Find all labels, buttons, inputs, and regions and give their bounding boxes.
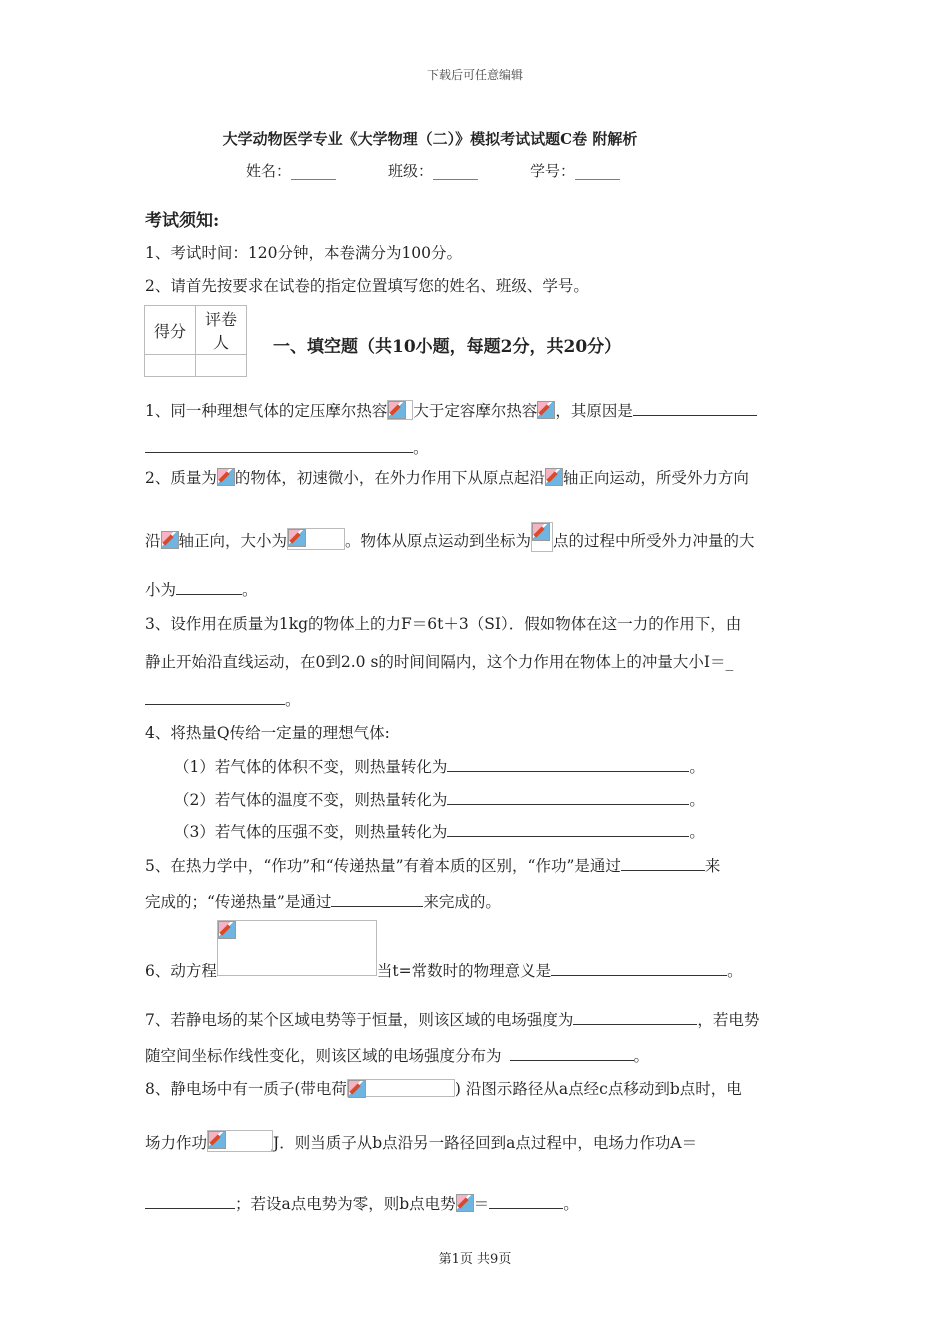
question-8-line-2	[145, 1130, 697, 1153]
q2-text-e: 轴正向，大小为	[178, 532, 288, 550]
answer-blank	[447, 756, 689, 773]
answer-blank	[447, 789, 689, 806]
q5-text-c: 完成的；“传递热量”是通过	[145, 893, 332, 911]
question-5-line-1	[145, 854, 720, 876]
page-header: 下载后可任意编辑	[426, 68, 523, 82]
q2-text-d: 沿	[145, 532, 161, 550]
answer-blank	[489, 1193, 563, 1210]
class-field: 班级：______	[388, 162, 479, 180]
answer-blank	[331, 891, 423, 908]
broken-image-icon	[545, 468, 563, 486]
notice-heading: 考试须知:	[145, 211, 220, 231]
question-2-line-2	[145, 522, 755, 552]
answer-blank	[551, 960, 727, 977]
q5-text-a: 5、在热力学中，“作功”和“传递热量”有着本质的区别，“作功”是通过	[145, 857, 621, 875]
q7-text-b: ，若电势	[697, 1011, 760, 1029]
broken-image-icon	[208, 1131, 226, 1149]
page-footer: 第1页 共9页	[438, 1252, 512, 1267]
answer-blank	[621, 855, 705, 872]
formula-image	[207, 1130, 273, 1152]
q7-end: 。	[633, 1047, 650, 1065]
question-4-part-2	[174, 788, 705, 810]
notice-item-1: 1、考试时间：120分钟，本卷满分为100分。	[145, 244, 463, 262]
question-7-line-1	[145, 1008, 759, 1030]
q7-text-a: 7、若静电场的某个区域电势等于恒量，则该区域的电场强度为	[145, 1011, 574, 1029]
question-1-line-1	[145, 399, 757, 421]
question-3-line-1: 3、设作用在质量为1kg的物体上的力F＝6t＋3（SI）．假如物体在这一力的作用下，由	[145, 615, 742, 633]
q6-text-b: 当t=常数时的物理意义是	[376, 962, 552, 980]
broken-image-icon	[217, 468, 235, 486]
answer-blank	[145, 689, 285, 706]
q5-text-d: 来完成的。	[423, 893, 501, 911]
answer-blank	[447, 821, 689, 838]
q8-text-a: 8、静电场中有一质子(带电荷	[145, 1080, 347, 1098]
question-4-line-1: 4、将热量Q传给一定量的理想气体:	[145, 724, 390, 742]
formula-image	[387, 400, 413, 420]
question-2-line-3	[145, 578, 258, 600]
q2-text-c: 轴正向运动，所受外力方向	[562, 469, 749, 487]
question-6	[145, 920, 743, 981]
q8-text-f: ＝	[473, 1195, 490, 1213]
notice-item-2: 2、请首先按要求在试卷的指定位置填写您的姓名、班级、学号。	[145, 277, 589, 295]
grader-header: 评卷人	[196, 306, 247, 355]
score-header: 得分	[145, 306, 196, 355]
score-cell	[145, 355, 196, 377]
answer-blank	[145, 1193, 235, 1210]
q1-end: 。	[413, 439, 429, 457]
broken-image-icon	[537, 401, 555, 419]
answer-blank	[176, 579, 242, 596]
answer-blank	[633, 400, 757, 417]
q8-text-b: ) 沿图示路径从a点经c点移动到b点时，电	[454, 1080, 742, 1098]
q6-end: 。	[727, 962, 743, 980]
q8-text-e: ；若设a点电势为零，则b点电势	[235, 1195, 456, 1213]
broken-image-icon	[218, 921, 236, 939]
q4-part-3-text: （3）若气体的压强不变，则热量转化为	[174, 823, 448, 841]
question-8-line-3	[145, 1192, 579, 1214]
question-3-line-3	[145, 688, 301, 710]
q2-text-g: 点的过程中所受外力冲量的大	[553, 532, 755, 550]
q5-text-b: 来	[704, 857, 721, 875]
broken-image-icon	[288, 529, 306, 547]
question-2-line-1	[145, 466, 749, 488]
broken-image-icon	[456, 1194, 474, 1212]
formula-image	[287, 528, 345, 550]
name-field: 姓名：______	[246, 162, 337, 180]
q2-end: 。	[242, 581, 258, 599]
section-title: 一、填空题（共10小题，每题2分，共20分）	[273, 337, 622, 357]
q4-part-2-end: 。	[689, 791, 705, 809]
question-8-line-1	[145, 1077, 742, 1099]
question-4-part-3	[174, 820, 705, 842]
answer-blank	[145, 437, 413, 454]
q4-part-1-text: （1）若气体的体积不变，则热量转化为	[174, 758, 448, 776]
q8-text-c: 场力作功	[145, 1134, 208, 1152]
q7-text-c: 随空间坐标作线性变化，则该区域的电场强度分布为	[145, 1047, 502, 1065]
grader-cell	[196, 355, 247, 377]
question-1-line-2	[145, 436, 429, 458]
q3-end: 。	[285, 691, 301, 709]
question-4-part-1	[174, 755, 705, 777]
student-id-field: 学号：______	[530, 162, 621, 180]
q6-text-a: 6、动方程	[145, 962, 217, 980]
broken-image-icon	[532, 523, 550, 541]
broken-image-icon	[388, 401, 406, 419]
broken-image-icon	[348, 1080, 366, 1098]
q4-part-1-end: 。	[689, 758, 705, 776]
question-3-line-2: 静止开始沿直线运动，在0到2.0 s的时间间隔内，这个力作用在物体上的冲量大小I＝_	[145, 653, 734, 671]
exam-title: 大学动物医学专业《大学物理（二）》模拟考试试题C卷 附解析	[222, 130, 638, 148]
q8-end: 。	[563, 1195, 579, 1213]
q1-text-a: 1、同一种理想气体的定压摩尔热容	[145, 402, 388, 420]
q4-part-3-end: 。	[689, 823, 705, 841]
q1-text-b: 大于定容摩尔热容	[413, 402, 538, 420]
q2-text-h: 小为	[145, 581, 177, 599]
q4-part-2-text: （2）若气体的温度不变，则热量转化为	[174, 791, 448, 809]
question-7-line-2	[145, 1044, 649, 1066]
score-table	[144, 305, 247, 377]
formula-image	[217, 920, 377, 976]
q2-text-b: 的物体，初速微小，在外力作用下从原点起沿	[234, 469, 545, 487]
formula-image	[531, 522, 553, 552]
q1-text-c: ，其原因是	[555, 402, 633, 420]
q2-text-f: 。物体从原点运动到坐标为	[345, 532, 532, 550]
broken-image-icon	[161, 531, 179, 549]
q8-text-d: J．则当质子从b点沿另一路径回到a点过程中，电场力作功A＝	[273, 1134, 698, 1152]
answer-blank	[573, 1009, 697, 1026]
answer-blank	[510, 1045, 634, 1062]
question-5-line-2	[145, 890, 501, 912]
formula-image	[347, 1079, 455, 1097]
q2-text-a: 2、质量为	[145, 469, 217, 487]
